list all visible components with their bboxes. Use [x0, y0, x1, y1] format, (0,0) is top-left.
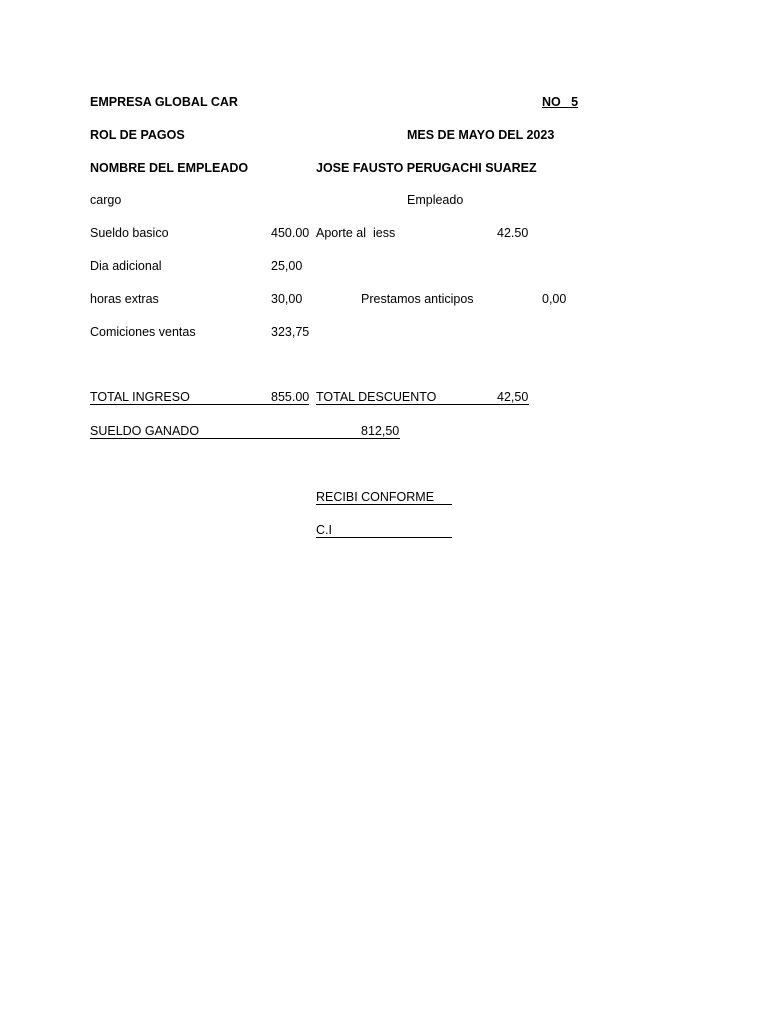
- income-label: Sueldo basico: [90, 226, 169, 240]
- employee-name: JOSE FAUSTO PERUGACHI SUAREZ: [316, 161, 537, 175]
- deduction-value: 42.50: [497, 226, 529, 240]
- income-label: Comiciones ventas: [90, 325, 196, 339]
- total-income-value: 855.00: [271, 390, 310, 404]
- total-deduction-value: 42,50: [497, 390, 529, 404]
- document-number: NO 5: [542, 95, 579, 109]
- ci-signature-line: [316, 537, 452, 538]
- position-label: cargo: [90, 193, 122, 207]
- income-value: 30,00: [271, 292, 303, 306]
- position-value: Empleado: [407, 193, 464, 207]
- net-salary-label: SUELDO GANADO: [90, 424, 200, 438]
- employee-name-label: NOMBRE DEL EMPLEADO: [90, 161, 249, 175]
- income-value: 323,75: [271, 325, 310, 339]
- pay-month: MES DE MAYO DEL 2023: [407, 128, 555, 142]
- deduction-value: 0,00: [542, 292, 567, 306]
- total-deduction-label: TOTAL DESCUENTO: [316, 390, 437, 404]
- net-salary-underline: [90, 438, 400, 439]
- received-label: RECIBI CONFORME: [316, 490, 435, 504]
- total-income-underline: [90, 404, 309, 405]
- income-label: horas extras: [90, 292, 159, 306]
- total-deduction-underline: [316, 404, 529, 405]
- company-name: EMPRESA GLOBAL CAR: [90, 95, 238, 109]
- total-income-label: TOTAL INGRESO: [90, 390, 190, 404]
- income-value: 450.00: [271, 226, 310, 240]
- deduction-label: Aporte al iess: [316, 226, 396, 240]
- net-salary-value: 812,50: [361, 424, 400, 438]
- income-value: 25,00: [271, 259, 303, 273]
- ci-label: C.I: [316, 523, 332, 537]
- income-label: Dia adicional: [90, 259, 162, 273]
- deduction-label: Prestamos anticipos: [361, 292, 474, 306]
- received-signature-line: [316, 504, 452, 505]
- document-title: ROL DE PAGOS: [90, 128, 185, 142]
